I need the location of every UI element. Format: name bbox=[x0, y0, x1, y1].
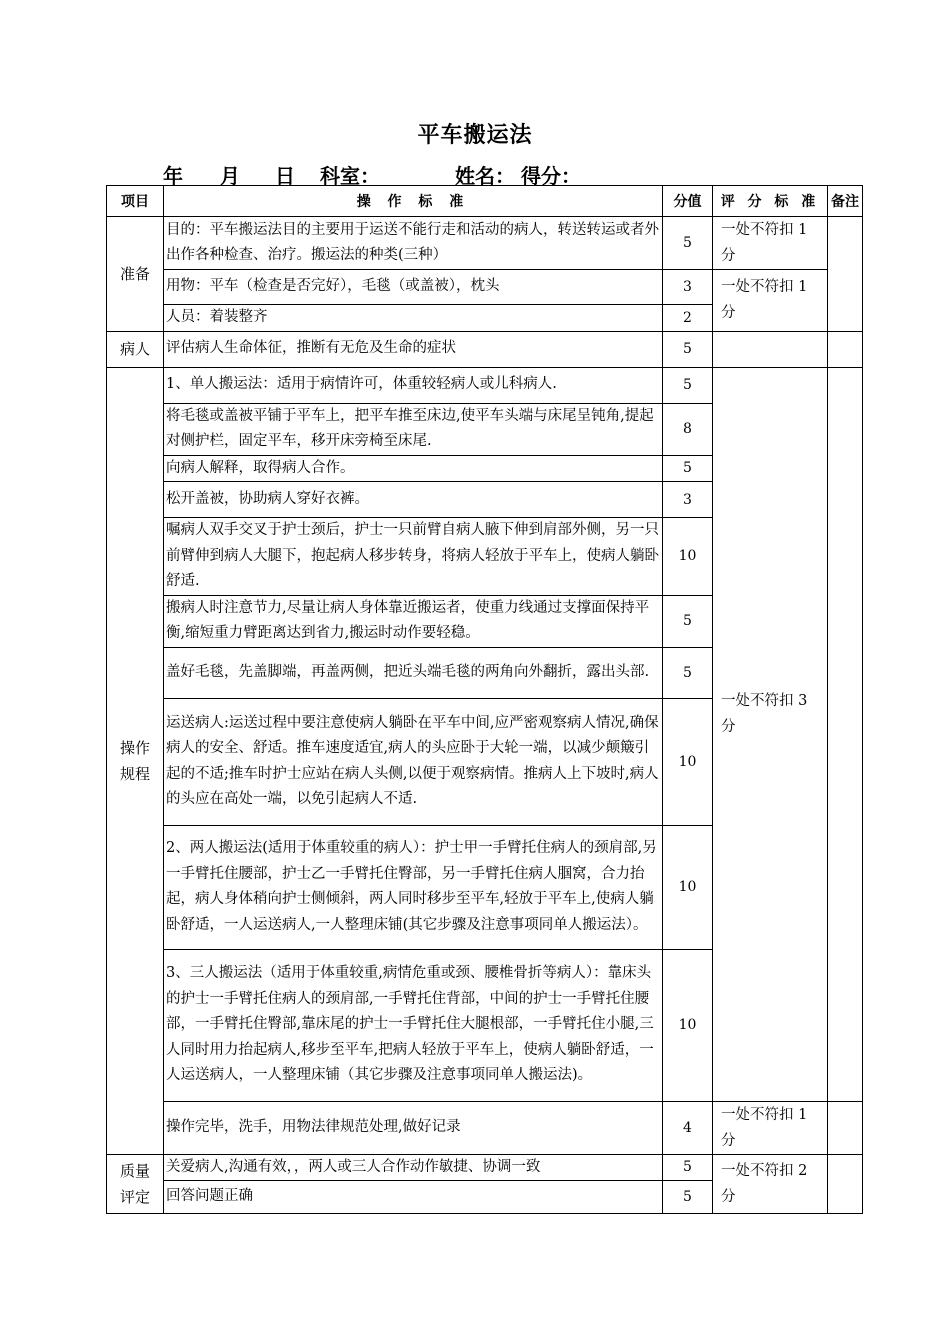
row-content: 2、两人搬运法(适用于体重较重的病人）：护士甲一手臂托住病人的颈肩部,另一手臂托住腰部，护士乙一手臂托住臀部，另一手臂托住病人腘窝，合力抬起，病人身体稍向护士侧倾斜，两人同时移步至平车,轻放于平车上,使病人躺卧舒适，一人运送病人,一人整理床铺(其它步骤及注意事项同单人搬运法）。 bbox=[164, 825, 663, 949]
table-row bbox=[107, 270, 863, 305]
row-points: 5 bbox=[663, 1154, 713, 1181]
row-content: 回答问题正确 bbox=[164, 1181, 663, 1214]
row-remarks bbox=[828, 331, 863, 367]
row-criteria: 一处不符扣 1 分 bbox=[713, 1101, 828, 1154]
table-row bbox=[107, 1101, 863, 1154]
page-title: 平车搬运法 bbox=[417, 123, 533, 148]
header-month: 月 bbox=[220, 164, 240, 188]
section-label-quality bbox=[107, 1154, 164, 1214]
row-points: 3 bbox=[663, 270, 713, 305]
header-points: 分值 bbox=[663, 186, 713, 217]
row-points: 5 bbox=[663, 1181, 713, 1214]
row-remarks bbox=[828, 367, 863, 1101]
row-points: 10 bbox=[663, 698, 713, 825]
row-points: 4 bbox=[663, 1101, 713, 1154]
row-criteria: 一处不符扣 1 分 bbox=[713, 217, 828, 270]
header-department: 科室： bbox=[320, 164, 380, 188]
row-content: 目的：平车搬运法目的主要用于运送不能行走和活动的病人，转送转运或者外出作各种检查、治疗。搬运法的种类(三种） bbox=[164, 217, 663, 270]
table-header-row bbox=[107, 186, 863, 217]
header-criteria: 评 分 标 准 bbox=[713, 186, 828, 217]
header-standard: 操 作 标 准 bbox=[164, 186, 663, 217]
row-points: 10 bbox=[663, 825, 713, 949]
row-content: 搬病人时注意节力,尽量让病人身体靠近搬运者，使重力线通过支撑面保持平衡,缩短重力臂距离达到省力,搬运时动作要轻稳。 bbox=[164, 595, 663, 647]
section-label-prep: 准备 bbox=[107, 217, 164, 332]
row-content: 运送病人:运送过程中要注意使病人躺卧在平车中间,应严密观察病人情况,确保病人的安全、舒适。推车速度适宜,病人的头应卧于大轮一端，以减少颠簸引起的不适;推车时护士应站在病人头侧,以便于观察病情。推病人上下坡时,病人的头应在高处一端，以免引起病人不适. bbox=[164, 698, 663, 825]
row-content: 用物：平车（检查是否完好），毛毯（或盖被），枕头 bbox=[164, 270, 663, 305]
row-remarks bbox=[828, 217, 863, 332]
row-content: 关爱病人,沟通有效，，两人或三人合作动作敏捷、协调一致 bbox=[164, 1154, 663, 1181]
row-criteria: 一处不符扣 1 分 bbox=[713, 270, 828, 332]
row-points: 8 bbox=[663, 403, 713, 455]
header-year: 年 bbox=[163, 164, 183, 188]
header-score: 得分： bbox=[521, 164, 581, 188]
row-content: 1、单人搬运法：适用于病情许可，体重较轻病人或儿科病人. bbox=[164, 367, 663, 403]
row-content: 评估病人生命体征，推断有无危及生命的症状 bbox=[164, 331, 663, 367]
row-content: 向病人解释，取得病人合作。 bbox=[164, 455, 663, 482]
row-content: 操作完毕，洗手，用物法律规范处理,做好记录 bbox=[164, 1101, 663, 1154]
table-row bbox=[107, 367, 863, 403]
row-points: 10 bbox=[663, 949, 713, 1101]
row-content: 3、三人搬运法（适用于体重较重,病情危重或颈、腰椎骨折等病人）：靠床头的护士一手臂托住病人的颈肩部,一手臂托住背部，中间的护士一手臂托住腰部，一手臂托住臀部,靠床尾的护士一手臂托住大腿根部，一手臂托住小腿,三人同时用力抬起病人,移步至平车,把病人轻放于平车上，使病人躺卧舒适，一人运送病人，一人整理床铺（其它步骤及注意事项同单人搬运法)。 bbox=[164, 949, 663, 1101]
row-content: 人员：着装整齐 bbox=[164, 305, 663, 332]
table-row bbox=[107, 1154, 863, 1181]
header-item: 项目 bbox=[107, 186, 164, 217]
row-points: 10 bbox=[663, 518, 713, 596]
row-criteria bbox=[713, 331, 828, 367]
row-content: 松开盖被，协助病人穿好衣裤。 bbox=[164, 482, 663, 518]
row-points: 3 bbox=[663, 482, 713, 518]
header-name: 姓名： bbox=[455, 164, 515, 188]
table-row bbox=[107, 217, 863, 270]
section-label-procedure bbox=[107, 367, 164, 1154]
header-remarks: 备注 bbox=[828, 186, 863, 217]
row-criteria: 一处不符扣 3 分 bbox=[713, 367, 828, 1101]
table-row bbox=[107, 331, 863, 367]
row-points: 5 bbox=[663, 647, 713, 698]
section-label-patient: 病人 bbox=[107, 331, 164, 367]
row-points: 5 bbox=[663, 331, 713, 367]
section-label-line: 评定 bbox=[119, 1187, 150, 1206]
row-content: 嘱病人双手交叉于护士颈后，护士一只前臂自病人腋下伸到肩部外侧，另一只前臂伸到病人大腿下，抱起病人移步转身，将病人轻放于平车上，使病人躺卧舒适. bbox=[164, 518, 663, 596]
row-points: 2 bbox=[663, 305, 713, 332]
row-points: 5 bbox=[663, 367, 713, 403]
section-label-line: 规程 bbox=[119, 764, 150, 783]
row-points: 5 bbox=[663, 455, 713, 482]
row-criteria: 一处不符扣 2 分 bbox=[713, 1154, 828, 1214]
row-content: 盖好毛毯，先盖脚端，再盖两侧，把近头端毛毯的两角向外翻折，露出头部. bbox=[164, 647, 663, 698]
row-content: 将毛毯或盖被平铺于平车上，把平车推至床边,使平车头端与床尾呈钝角,提起对侧护栏，固定平车，移开床旁椅至床尾. bbox=[164, 403, 663, 455]
row-remarks bbox=[828, 1154, 863, 1214]
row-remarks bbox=[828, 1101, 863, 1154]
section-label-line: 质量 bbox=[119, 1161, 150, 1180]
row-points: 5 bbox=[663, 595, 713, 647]
row-points: 5 bbox=[663, 217, 713, 270]
header-day: 日 bbox=[275, 164, 295, 188]
section-label-line: 操作 bbox=[119, 738, 150, 757]
scoring-table bbox=[106, 185, 863, 1214]
